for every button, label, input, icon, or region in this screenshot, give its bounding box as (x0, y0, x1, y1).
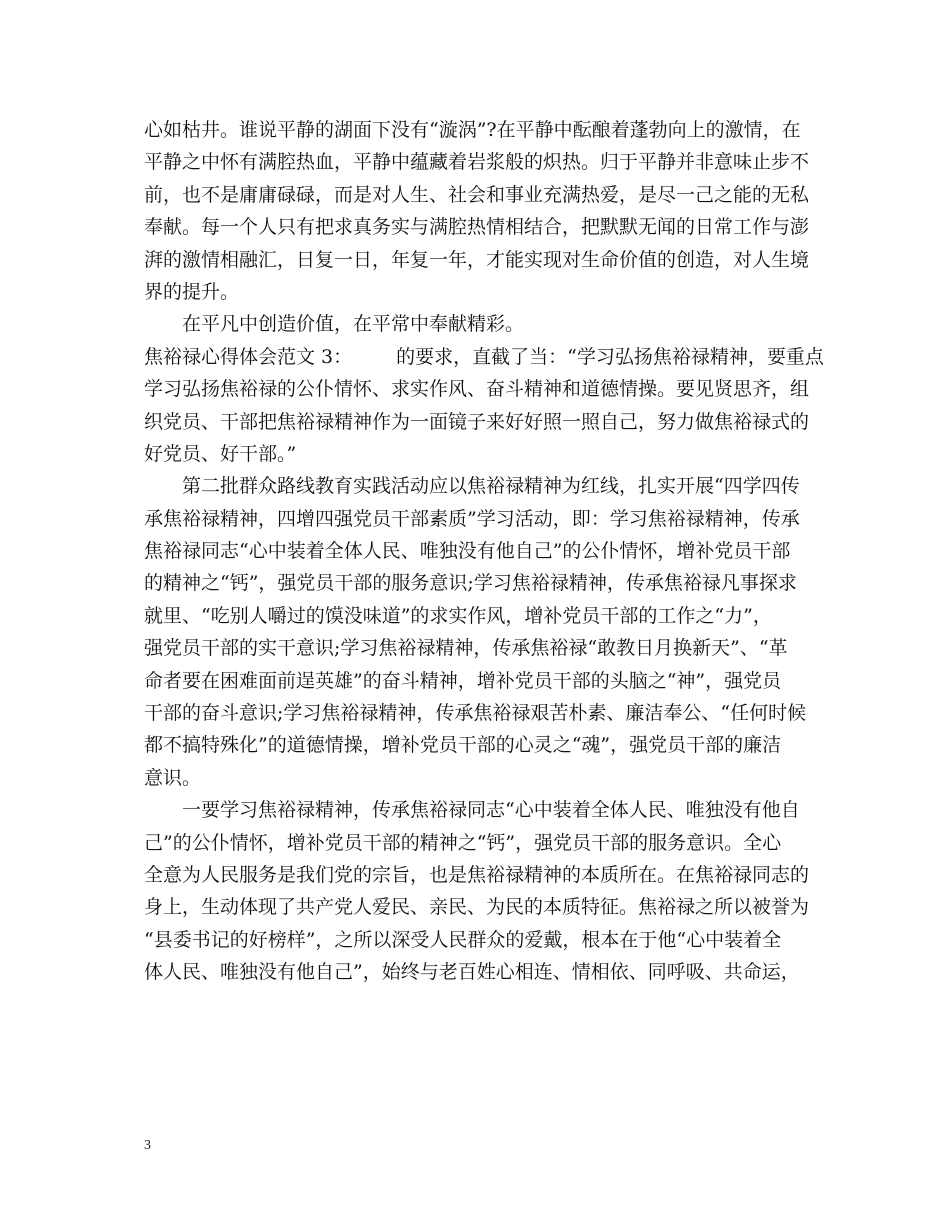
text-line: 己”的公仆情怀，增补党员干部的精神之“钙”，强党员干部的服务意识。全心 (144, 831, 782, 854)
text-line: 都不搞特殊化”的道德情操，增补党员干部的心灵之“魂”，强党员干部的廉洁 (144, 734, 782, 757)
text-line: 奉献。每一个人只有把求真务实与满腔热情相结合，把默默无闻的日常工作与澎 (144, 216, 810, 239)
text-line: 平静之中怀有满腔热血，平静中蕴藏着岩浆般的炽热。归于平静并非意味止步不 (144, 151, 810, 174)
text-line: 命者要在困难面前逞英雄”的奋斗精神，增补党员干部的头脑之“神”，强党员 (144, 669, 782, 692)
page-number: 3 (144, 1138, 151, 1153)
text-line: 承焦裕禄精神，四增四强党员干部素质”学习活动，即：学习焦裕禄精神，传承 (144, 507, 800, 530)
section-heading-line (144, 341, 824, 373)
text-line: 身上，生动体现了共产党人爱民、亲民、为民的本质特征。焦裕禄之所以被誉为 (144, 896, 810, 919)
text-line: 前，也不是庸庸碌碌，而是对人生、社会和事业充满热爱，是尽一己之能的无私 (144, 183, 810, 206)
section-heading: 焦裕禄心得体会范文 3： (144, 345, 353, 368)
text-line: 强党员干部的实干意识;学习焦裕禄精神，传承焦裕禄“敢教日月换新天”、“革 (144, 637, 788, 660)
document-body (144, 114, 824, 989)
text-line: 全意为人民服务是我们党的宗旨，也是焦裕禄精神的本质所在。在焦裕禄同志的 (144, 863, 810, 886)
text-line: 学习弘扬焦裕禄的公仆情怀、求实作风、奋斗精神和道德情操。要见贤思齐，组 (144, 378, 810, 401)
text-line: 焦裕禄同志“心中装着全体人民、唯独没有他自己”的公仆情怀，增补党员干部 (144, 540, 791, 563)
text-line: 干部的奋斗意识;学习焦裕禄精神，传承焦裕禄艰苦朴素、廉洁奉公、“任何时候 (144, 702, 807, 725)
text-line: 体人民、唯独没有他自己”，始终与老百姓心相连、情相依、同呼吸、共命运， (144, 961, 800, 984)
text-line: 好党员、好干部。” (144, 442, 297, 465)
text-line: 织党员、干部把焦裕禄精神作为一面镜子来好好照一照自己，努力做焦裕禄式的 (144, 410, 810, 433)
text-line: 界的提升。 (144, 280, 240, 303)
text-line: 就里、“吃别人嚼过的馍没味道”的求实作风，增补党员干部的工作之“力”， (144, 604, 772, 627)
text-line: 的精神之“钙”，强党员干部的服务意识;学习焦裕禄精神，传承焦裕禄凡事探求 (144, 572, 797, 595)
text-line-continuation: 的要求，直截了当：“学习弘扬焦裕禄精神，要重点 (396, 345, 824, 368)
text-line: 第二批群众路线教育实践活动应以焦裕禄精神为红线，扎实开展“四学四传 (182, 475, 800, 498)
text-line: 一要学习焦裕禄精神，传承焦裕禄同志“心中装着全体人民、唯独没有他自 (182, 799, 800, 822)
text-line: 意识。 (144, 766, 202, 789)
text-line: 心如枯井。谁说平静的湖面下没有“漩涡”?在平静中酝酿着蓬勃向上的激情，在 (144, 119, 801, 141)
text-line: 在平凡中创造价值，在平常中奉献精彩。 (182, 313, 525, 336)
text-line: 湃的激情相融汇，日复一日，年复一年，才能实现对生命价值的创造，对人生境 (144, 248, 810, 271)
text-line: “县委书记的好榜样”，之所以深受人民群众的爱戴，根本在于他“心中装着全 (144, 928, 782, 951)
